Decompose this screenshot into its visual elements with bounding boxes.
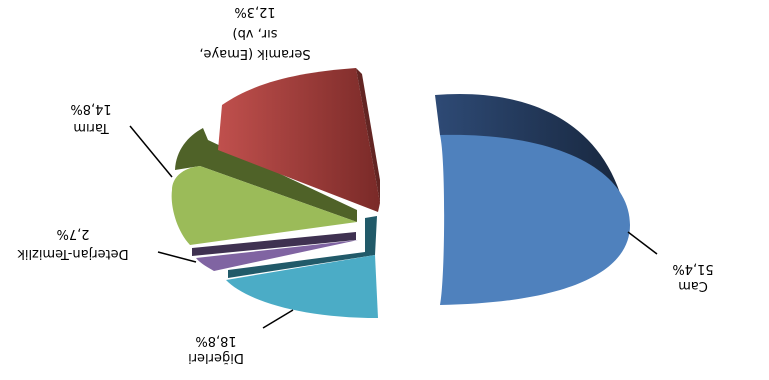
label-digerleri-value: 18,8% [195,333,237,348]
leader-cam [628,232,657,254]
label-deterjan-value: 2,7% [56,226,90,241]
label-cam-name: Cam [678,278,708,293]
label-digerleri-name: Diğerleri [188,350,244,365]
label-tarim-name: Tarım [73,120,109,135]
label-seramik-name-line1: Seramik (Emaye, [199,46,311,61]
label-seramik-name-line2: sır, vb) [232,26,278,41]
leader-digerleri [263,310,293,328]
leader-deterjan [158,252,196,262]
label-cam-value: 51,4% [672,261,714,276]
slice-cam [435,94,630,305]
leader-tarim [130,126,172,177]
label-tarim-value: 14,8% [70,101,112,116]
label-seramik-value: 12,3% [234,4,276,19]
label-deterjan-name: Deterjan-Temizlik [17,246,129,261]
